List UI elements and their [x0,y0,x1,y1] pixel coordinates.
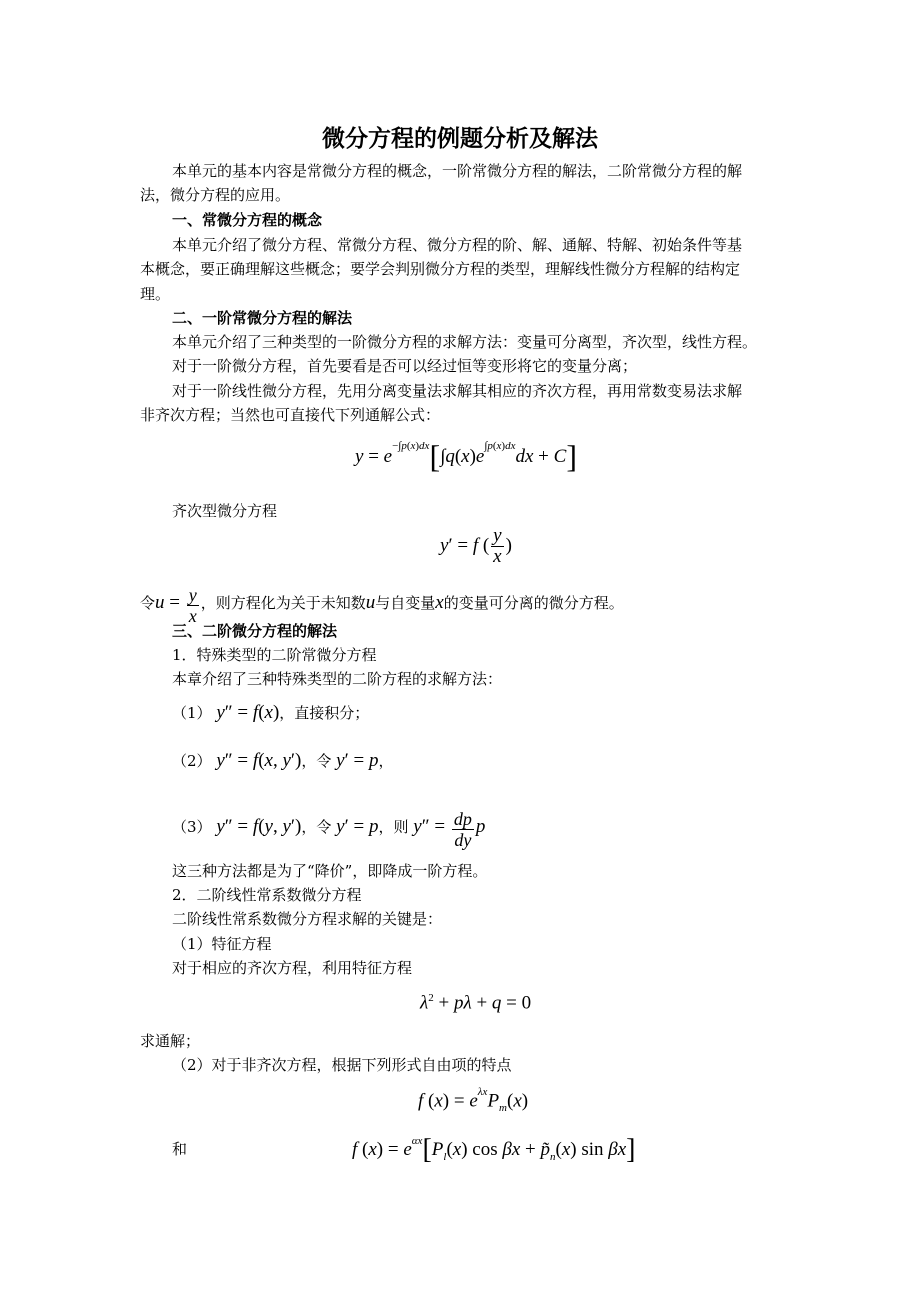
section-3-p3: 这三种方法都是为了“降价”，即降成一阶方程。 [172,862,488,880]
section-3-p1: 1．特殊类型的二阶常微分方程 [172,646,377,664]
section-3-p2: 本章介绍了三种特殊类型的二阶方程的求解方法： [172,670,503,688]
section-2-line-3a: 对于一阶线性微分方程，先用分离变量法求解其相应的齐次方程，再用常数变易法求解 [172,382,743,400]
section-3-p6: （1）特征方程 [172,935,272,953]
homogeneous-equation: y′ = f ( $\frac{y}{x}$ ) [440,525,512,567]
intro-line-2: 法，微分方程的应用。 [140,186,291,204]
section-1-line-3: 理。 [140,285,171,303]
intro-line-1: 本单元的基本内容是常微分方程的概念，一阶常微分方程的解法，二阶常微分方程的解 [172,162,743,180]
homogeneous-label: 齐次型微分方程 [172,502,278,520]
characteristic-equation: $\lambda^2 + p\lambda + q = 0$ [420,992,532,1014]
case-3: （3） y″ = f(y, y′)，令 y′ = p，则 y″ = $\frac{dp}{dy}$ p [172,809,486,850]
section-2-heading: 二、一阶常微分方程的解法 [172,309,353,327]
section-3-p4: 2．二阶线性常系数微分方程 [172,886,362,904]
section-2-line-3b: 非齐次方程；当然也可直接代下列通解公式： [140,406,441,424]
free-term-form-1: f $(x) = e^{\lambda x}P_m(x)$ [418,1086,529,1115]
section-3-p7: 对于相应的齐次方程，利用特征方程 [172,959,413,977]
case-2: （2） y″ = f(x, y′)，令 y′ = p， [172,750,394,771]
general-solution-formula: $y = e^{-\int p(x)dx}[\int q(x)e^{\int p(x)dx}dx + C]$ [355,438,577,474]
section-1-line-1: 本单元介绍了微分方程、常微分方程、微分方程的阶、解、通解、特解、初始条件等基 [172,236,743,254]
section-1-line-2: 本概念，要正确理解这些概念；要学会判别微分方程的类型，理解线性微分方程解的结构定 [140,260,741,278]
page-title: 微分方程的例题分析及解法 [322,126,598,152]
section-3-p9: （2）对于非齐次方程，根据下列形式自由项的特点 [172,1056,512,1074]
section-3-heading: 三、二阶微分方程的解法 [172,622,338,640]
section-3-p8: 求通解； [140,1032,201,1050]
section-2-line-2: 对于一阶微分方程，首先要看是否可以经过恒等变形将它的变量分离； [172,357,638,375]
section-2-line-1: 本单元介绍了三种类型的一阶微分方程的求解方法：变量可分离型，齐次型，线性方程。 [172,333,758,351]
and-label: 和 [172,1140,188,1158]
substitution-line: 令u = $\frac{y}{x}$ ，则方程化为关于未知数u与自变量x的变量可分离的微分方程。 [140,585,624,626]
section-1-heading: 一、常微分方程的概念 [172,211,323,229]
case-1: （1） y″ = f(x)，直接积分； [172,702,370,723]
free-term-form-2: f $(x) = e^{\alpha x}[P_l(x)$ $\cos \beta x + p̃_n(x)$ sin βx] [352,1134,636,1165]
section-3-p5: 二阶线性常系数微分方程求解的关键是： [172,910,443,928]
